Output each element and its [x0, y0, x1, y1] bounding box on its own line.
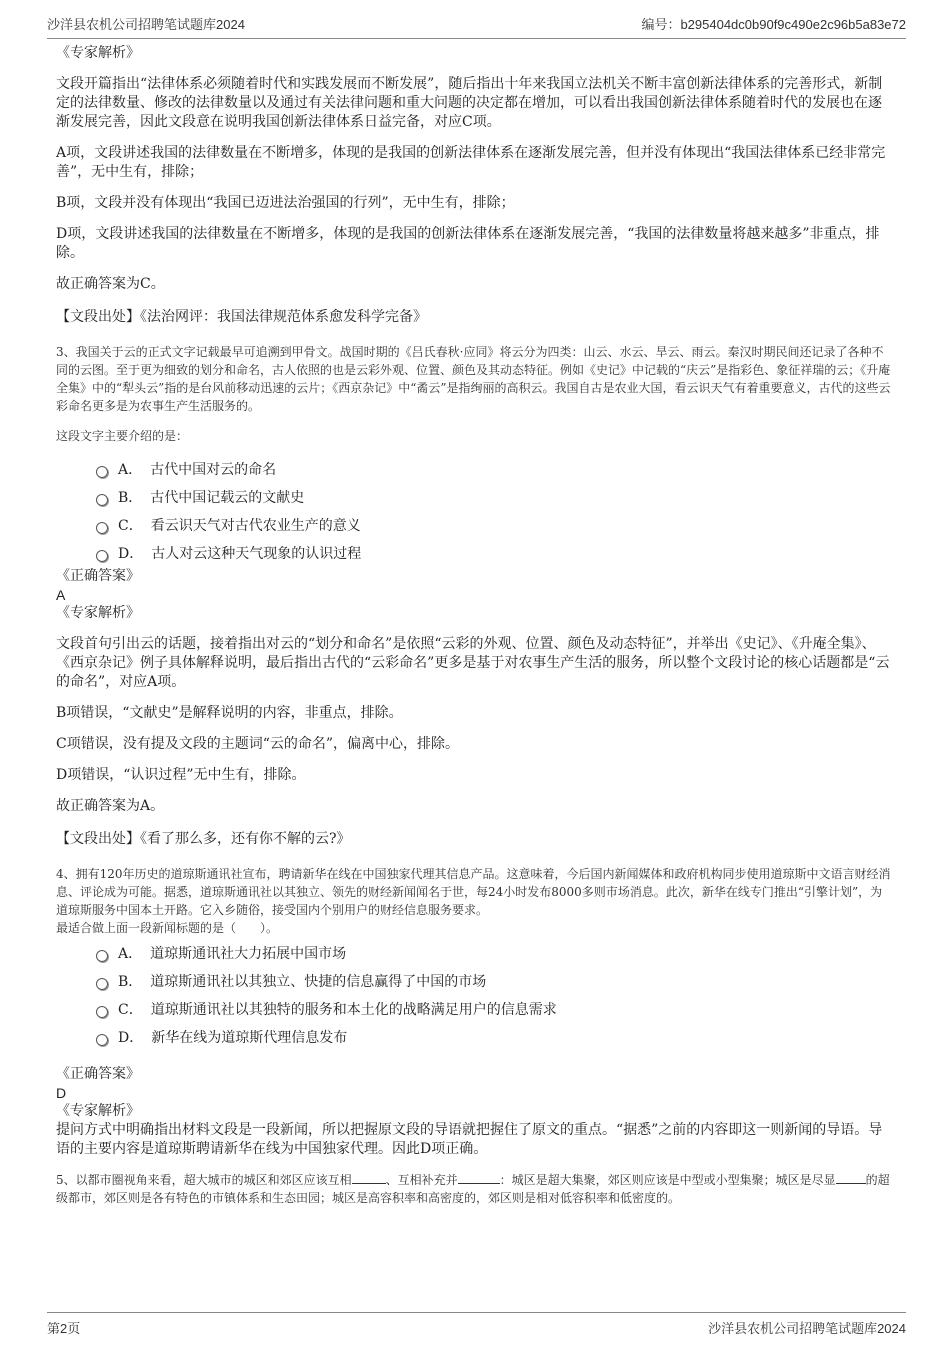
q3-analysis-paragraph: 文段首句引出云的话题，接着指出对云的“划分和命名”是依照“云彩的外观、位置、颜色及动态特征”，并举出《史记》、《升庵全集》、《西京杂记》例子具体解释说明，最后指出古代的“云彩命名”更多是基于对农事生产生活的服务，所以整个文段讨论的核心话题都是“云的命名”，对应A项。 [56, 636, 890, 690]
q2-analysis-label: 《专家解析》 [56, 45, 140, 61]
q3-option-b[interactable]: B． 古代中国记载云的文献史 [96, 483, 892, 511]
footer-page-number: 第2页 [47, 1321, 81, 1336]
radio-icon[interactable] [96, 1034, 108, 1046]
q3-stem: 3、我国关于云的正式文字记载最早可追溯到甲骨文。战国时期的《吕氏春秋·应同》将云分为四类：山云、水云、旱云、雨云。秦汉时期民间还记录了各种不同的云图。至于更为细致的划分和命名，古人依照的也是云彩外观、位置、颜色及其动态特征。例如《史记》中记载的“庆云”是指彩色、象征祥瑞的云；《升庵全集》中的“犁头云”指的是台风前移动迅速的云片；《西京杂记》中“矞云”是指绚丽的高积云。我国自古是农业大国，看云识天气有着重要意义，古代的这些云彩命名更多是为农事生产生活服务的。 [56, 345, 891, 413]
q3-option-c[interactable]: C． 看云识天气对古代农业生产的意义 [96, 511, 892, 539]
q3-analysis-label: 《专家解析》 [56, 605, 140, 621]
radio-icon[interactable] [96, 1006, 108, 1018]
page-header [47, 14, 906, 39]
radio-icon[interactable] [96, 950, 108, 962]
blank-3[interactable] [836, 1171, 866, 1184]
page-content [56, 44, 892, 1207]
q4-answer-label: 《正确答案》 [56, 1066, 140, 1082]
blank-1[interactable] [352, 1171, 386, 1184]
q3-source: 【文段出处】《看了那么多，还有你不解的云?》 [56, 831, 351, 847]
q3-analysis-option-d: D项错误，“认识过程”无中生有，排除。 [56, 767, 306, 783]
q3-question: 这段文字主要介绍的是： [56, 429, 189, 443]
header-title: 沙洋县农机公司招聘笔试题库2024 [47, 17, 245, 32]
q3-analysis-option-c: C项错误，没有提及文段的主题词“云的命名”，偏离中心，排除。 [56, 736, 460, 752]
q4-question: 最适合做上面一段新闻标题的是（ ）。 [56, 921, 279, 935]
radio-icon[interactable] [96, 522, 108, 534]
footer-title: 沙洋县农机公司招聘笔试题库2024 [708, 1321, 906, 1336]
radio-icon[interactable] [96, 550, 108, 562]
q4-option-c[interactable]: C． 道琼斯通讯社以其独特的服务和本土化的战略满足用户的信息需求 [96, 995, 892, 1023]
q4-option-b[interactable]: B． 道琼斯通讯社以其独立、快捷的信息赢得了中国的市场 [96, 967, 892, 995]
blank-2[interactable] [458, 1171, 500, 1184]
q3-answer-label: 《正确答案》 [56, 568, 140, 584]
header-code: 编号：b295404dc0b90f9c490e2c96b5a83e72 [641, 17, 906, 32]
q4-option-d[interactable]: D． 新华在线为道琼斯代理信息发布 [96, 1023, 892, 1051]
q3-analysis-option-b: B项错误，“文献史”是解释说明的内容，非重点，排除。 [56, 705, 403, 721]
q3-option-d[interactable]: D． 古人对云这种天气现象的认识过程 [96, 539, 892, 567]
q2-source: 【文段出处】《法治网评：我国法律规范体系愈发科学完备》 [56, 309, 427, 325]
radio-icon[interactable] [96, 466, 108, 478]
q5-stem: 5、以都市圈视角来看，超大城市的城区和郊区应该互相 、互相补充并 ：城区是超大集聚，郊区则应该是中型或小型集聚；城区是尽显 的超级都市，郊区则是各有特色的市镇体系和生态田园；城区是高容积率和高密度的，郊区则是相对低容积率和低密度的。 [56, 1173, 890, 1205]
q4-options [96, 939, 892, 1051]
q2-analysis-option-d: D项，文段讲述我国的法律数量在不断增多，体现的是我国的创新法律体系在逐渐发展完善，“我国的法律数量将越来越多”非重点，排除。 [56, 226, 880, 261]
q4-analysis-label: 《专家解析》 [56, 1103, 140, 1119]
radio-icon[interactable] [96, 494, 108, 506]
q2-analysis-option-b: B项，文段并没有体现出“我国已迈进法治强国的行列”，无中生有，排除； [56, 195, 515, 211]
q3-conclusion: 故正确答案为A。 [56, 798, 165, 814]
page-footer [47, 1312, 906, 1337]
q3-answer: A [56, 587, 66, 603]
q4-analysis: 提问方式中明确指出材料文段是一段新闻，所以把握原文段的导语就把握住了原文的重点。“据悉”之前的内容即这一则新闻的导语。导语的主要内容是道琼斯聘请新华在线为中国独家代理。因此D项正确。 [56, 1122, 883, 1157]
q3-options [96, 455, 892, 567]
q4-option-a[interactable]: A． 道琼斯通讯社大力拓展中国市场 [96, 939, 892, 967]
radio-icon[interactable] [96, 978, 108, 990]
q4-stem: 4、拥有120年历史的道琼斯通讯社宣布，聘请新华在线在中国独家代理其信息产品。这意味着，今后国内新闻媒体和政府机构同步使用道琼斯中文语言财经消息、评论成为可能。据悉，道琼斯通讯社以其独立、领先的财经新闻闻名于世，每24小时发布8000多则市场消息。此次，新华在线专门推出“引擎计划”，为道琼斯服务中国本土开路。它入乡随俗，接受国内个别用户的财经信息服务要求。 [56, 867, 891, 917]
q2-analysis-paragraph: 文段开篇指出“法律体系必须随着时代和实践发展而不断发展”，随后指出十年来我国立法机关不断丰富创新法律体系的完善形式，新制定的法律数量、修改的法律数量以及通过有关法律问题和重大问题的决定都在增加，可以看出我国创新法律体系随着时代的发展也在逐渐发展完善，因此文段意在说明我国创新法律体系日益完备，对应C项。 [56, 76, 883, 130]
q3-option-a[interactable]: A． 古代中国对云的命名 [96, 455, 892, 483]
q2-analysis-option-a: A项，文段讲述我国的法律数量在不断增多，体现的是我国的创新法律体系在逐渐发展完善，但并没有体现出“我国法律体系已经非常完善”，无中生有，排除； [56, 145, 886, 180]
q2-conclusion: 故正确答案为C。 [56, 276, 165, 292]
q4-answer: D [56, 1085, 67, 1101]
